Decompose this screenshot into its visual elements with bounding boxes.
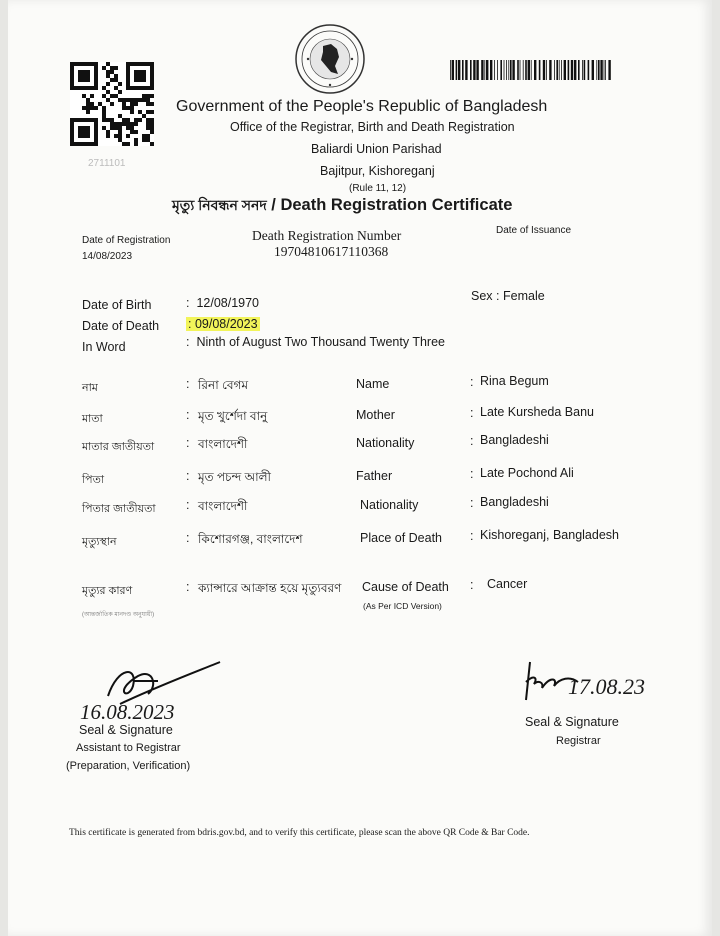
assistant-signature-icon [98, 656, 228, 706]
certificate-title [172, 194, 512, 218]
rule-text: (Rule 11, 12) [349, 183, 407, 194]
detail-en-colon: : [470, 434, 474, 448]
government-seal-icon [293, 22, 367, 96]
detail-en-label: Place of Death [360, 531, 442, 545]
colon: : [186, 296, 190, 310]
detail-en-label: Nationality [360, 498, 419, 512]
detail-en-value: Late Kursheda Banu [480, 405, 594, 419]
detail-en-colon: : [470, 529, 474, 543]
in-word-label: In Word [82, 340, 126, 354]
detail-en-value: Kishoreganj, Bangladesh [480, 528, 619, 542]
detail-bn-colon: : [186, 531, 190, 545]
detail-bn-colon: : [186, 436, 190, 450]
detail-en-value: Bangladeshi [480, 495, 549, 509]
detail-bn-colon: : [186, 498, 190, 512]
serial-number: 2711101 [88, 158, 126, 169]
detail-bn-label: মাতার জাতীয়তা [82, 441, 155, 453]
detail-en-value: Late Pochond Ali [480, 466, 574, 480]
detail-bn-colon: : [186, 408, 190, 422]
death-date-text: 09/08/2023 [194, 317, 258, 331]
detail-bn-value: ক্যান্সারে আক্রান্ত হয়ে মৃত্যুবরণ [198, 581, 342, 595]
detail-bn-label: পিতার জাতীয়তা [82, 503, 156, 515]
office-heading: Office of the Registrar, Birth and Death Registration [230, 120, 515, 134]
detail-en-label: Mother [356, 408, 395, 422]
qr-code-icon[interactable] [68, 62, 156, 146]
colon: : [188, 317, 192, 331]
detail-en-colon: : [470, 578, 474, 592]
detail-bn-label: মৃত্যুস্থান [82, 536, 117, 548]
in-word-text: Ninth of August Two Thousand Twenty Three [196, 335, 445, 349]
title-bangla: মৃত্যু নিবন্ধন সনদ [172, 197, 267, 213]
detail-bn-value: বাংলাদেশী [198, 499, 248, 513]
detail-bn-colon: : [186, 377, 190, 391]
detail-en-colon: : [470, 375, 474, 389]
title-english: Death Registration Certificate [280, 196, 513, 214]
sex-value: Female [503, 289, 545, 303]
death-date-highlight [186, 317, 260, 331]
registration-number-value: 19704810617110368 [274, 244, 389, 259]
in-word-value [186, 335, 445, 349]
detail-en-label: Nationality [356, 436, 415, 450]
sex-label: Sex [471, 289, 493, 303]
detail-en-label: Name [356, 377, 390, 391]
death-date-label: Date of Death [82, 319, 160, 333]
registrar-seal-title: Seal & Signature [525, 715, 619, 729]
detail-en-colon: : [470, 496, 474, 510]
detail-bn-label: পিতা [82, 474, 105, 486]
detail-bn-value: বাংলাদেশী [198, 437, 248, 451]
registration-date-value: 14/08/2023 [82, 251, 133, 262]
icd-note: (As Per ICD Version) [363, 601, 442, 611]
detail-en-colon: : [470, 467, 474, 481]
sex-field [471, 289, 545, 303]
assistant-role: Assistant to Registrar [76, 742, 181, 754]
registrar-role: Registrar [556, 735, 601, 747]
assistant-role-sub: (Preparation, Verification) [66, 760, 191, 772]
colon: : [186, 335, 190, 349]
detail-bn-value: মৃত পচন্দ আলী [198, 470, 271, 484]
detail-bn-colon: : [186, 469, 190, 483]
detail-bn-label: মাতা [82, 413, 103, 425]
registrar-signature-date: 17.08.23 [568, 674, 645, 699]
detail-en-value: Rina Begum [480, 374, 549, 388]
detail-bn-label: মৃত্যুর কারণ [82, 585, 133, 597]
detail-bn-colon: : [186, 580, 190, 594]
detail-bn-value: রিনা বেগম [198, 378, 249, 392]
detail-en-label: Father [356, 469, 393, 483]
footer-note: This certificate is generated from bdris.gov.bd, and to verify this certificate, please scan the above QR Code & Bar Code. [69, 828, 530, 838]
detail-en-value: Cancer [487, 577, 528, 591]
assistant-signature-date: 16.08.2023 [80, 700, 175, 724]
assistant-seal-title: Seal & Signature [79, 723, 173, 737]
union-name: Baliardi Union Parishad [311, 142, 442, 156]
registration-number-label: Death Registration Number [252, 228, 402, 243]
birth-date-value [186, 296, 259, 310]
death-date-value [186, 317, 260, 331]
barcode-icon[interactable] [450, 60, 612, 80]
colon: : [496, 289, 500, 303]
government-heading: Government of the People's Republic of Bangladesh [176, 98, 548, 115]
issuance-date-label: Date of Issuance [496, 225, 572, 236]
detail-bn-value: কিশোরগঞ্জ, বাংলাদেশ [198, 532, 303, 546]
birth-date-label: Date of Birth [82, 298, 152, 312]
detail-en-value: Bangladeshi [480, 433, 549, 447]
location: Bajitpur, Kishoreganj [320, 164, 435, 178]
cause-bangla-note: (আন্তর্জাতিক মানদণ্ড অনুযায়ী) [82, 612, 155, 618]
detail-en-colon: : [470, 406, 474, 420]
registration-date-label: Date of Registration [82, 235, 171, 246]
birth-date-text: 12/08/1970 [196, 296, 259, 310]
detail-en-label: Cause of Death [362, 580, 449, 594]
detail-bn-label: নাম [82, 382, 98, 394]
title-separator: / [266, 196, 281, 214]
detail-bn-value: মৃত খুর্শেদা বানু [198, 409, 268, 423]
